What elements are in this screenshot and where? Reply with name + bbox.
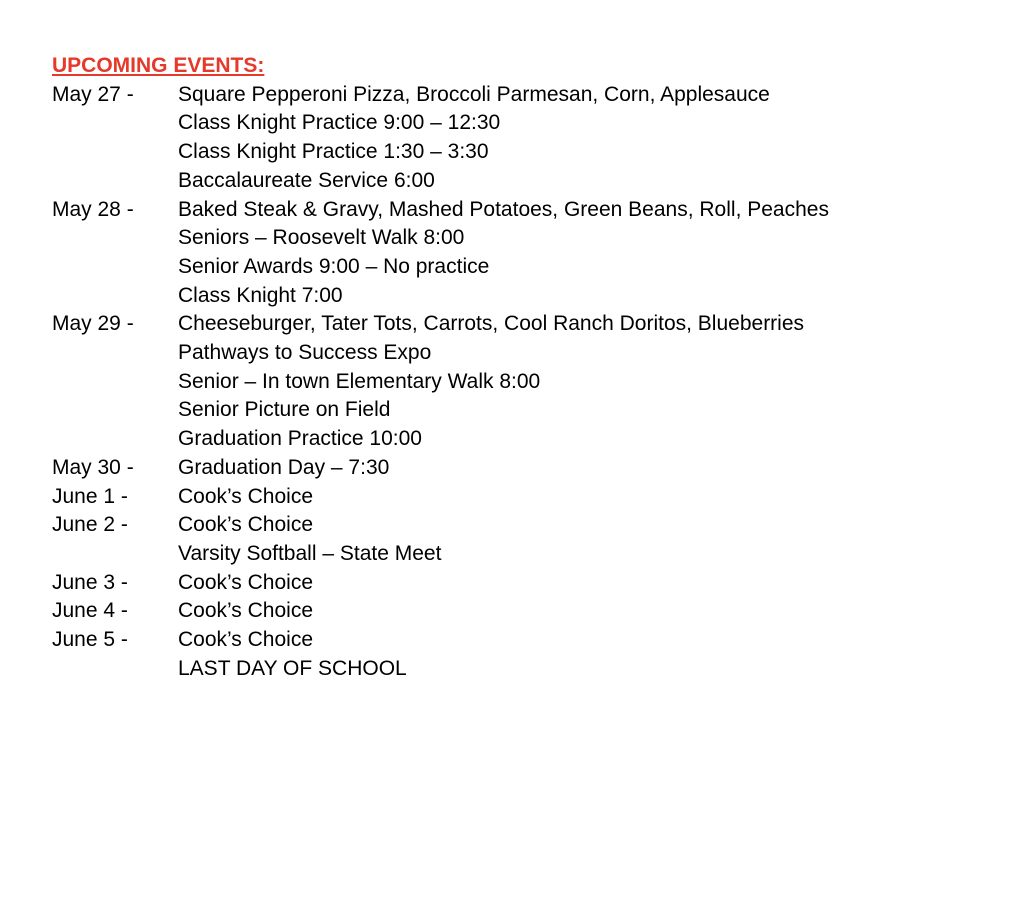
event-line: Baccalaureate Service 6:00 [178,168,435,192]
event-entry-may-28 [52,196,992,311]
event-lines [178,310,804,454]
upcoming-events-heading: UPCOMING EVENTS: [52,54,265,77]
event-line: Graduation Day – 7:30 [178,455,390,479]
event-entry-june-3 [52,569,992,598]
event-line: Class Knight Practice 1:30 – 3:30 [178,140,489,164]
event-date: May 30 - [52,455,134,479]
event-lines [178,483,313,512]
event-line: Cook’s Choice [178,484,314,508]
event-date: June 1 - [52,484,128,508]
event-date: May 28 - [52,197,134,221]
event-line: Senior – In town Elementary Walk 8:00 [178,369,541,393]
event-entry-june-5 [52,626,992,683]
event-line: Senior Awards 9:00 – No practice [178,254,490,278]
event-line: Pathways to Success Expo [178,341,432,365]
event-line: Cook’s Choice [178,513,314,537]
event-entry-may-27 [52,81,992,196]
event-line: Graduation Practice 10:00 [178,427,422,451]
event-lines [178,569,313,598]
event-lines [178,454,389,483]
event-date: June 4 - [52,599,128,623]
event-lines [178,626,407,683]
event-entry-june-1 [52,483,992,512]
event-entry-may-29 [52,310,992,454]
event-date: May 27 - [52,82,134,106]
event-line: Class Knight 7:00 [178,283,343,307]
event-lines [178,81,770,196]
event-line: Varsity Softball – State Meet [178,541,442,565]
event-lines [178,511,441,568]
event-line: Cook’s Choice [178,628,314,652]
event-lines [178,196,829,311]
event-line: Class Knight Practice 9:00 – 12:30 [178,111,501,135]
event-line: Cook’s Choice [178,599,314,623]
event-date: June 2 - [52,513,128,537]
event-line: Seniors – Roosevelt Walk 8:00 [178,226,465,250]
events-document [52,52,992,683]
event-date: June 3 - [52,570,128,594]
event-entry-june-2 [52,511,992,568]
event-line: Cheeseburger, Tater Tots, Carrots, Cool Ranch Doritos, Blueberries [178,312,805,336]
event-date: May 29 - [52,312,134,336]
event-entry-may-30 [52,454,992,483]
event-line: Senior Picture on Field [178,398,391,422]
event-lines [178,597,313,626]
event-line: LAST DAY OF SCHOOL [178,656,407,680]
event-entry-june-4 [52,597,992,626]
event-line: Baked Steak & Gravy, Mashed Potatoes, Green Beans, Roll, Peaches [178,197,829,221]
event-date: June 5 - [52,628,128,652]
event-line: Square Pepperoni Pizza, Broccoli Parmesan, Corn, Applesauce [178,82,770,106]
event-line: Cook’s Choice [178,570,314,594]
